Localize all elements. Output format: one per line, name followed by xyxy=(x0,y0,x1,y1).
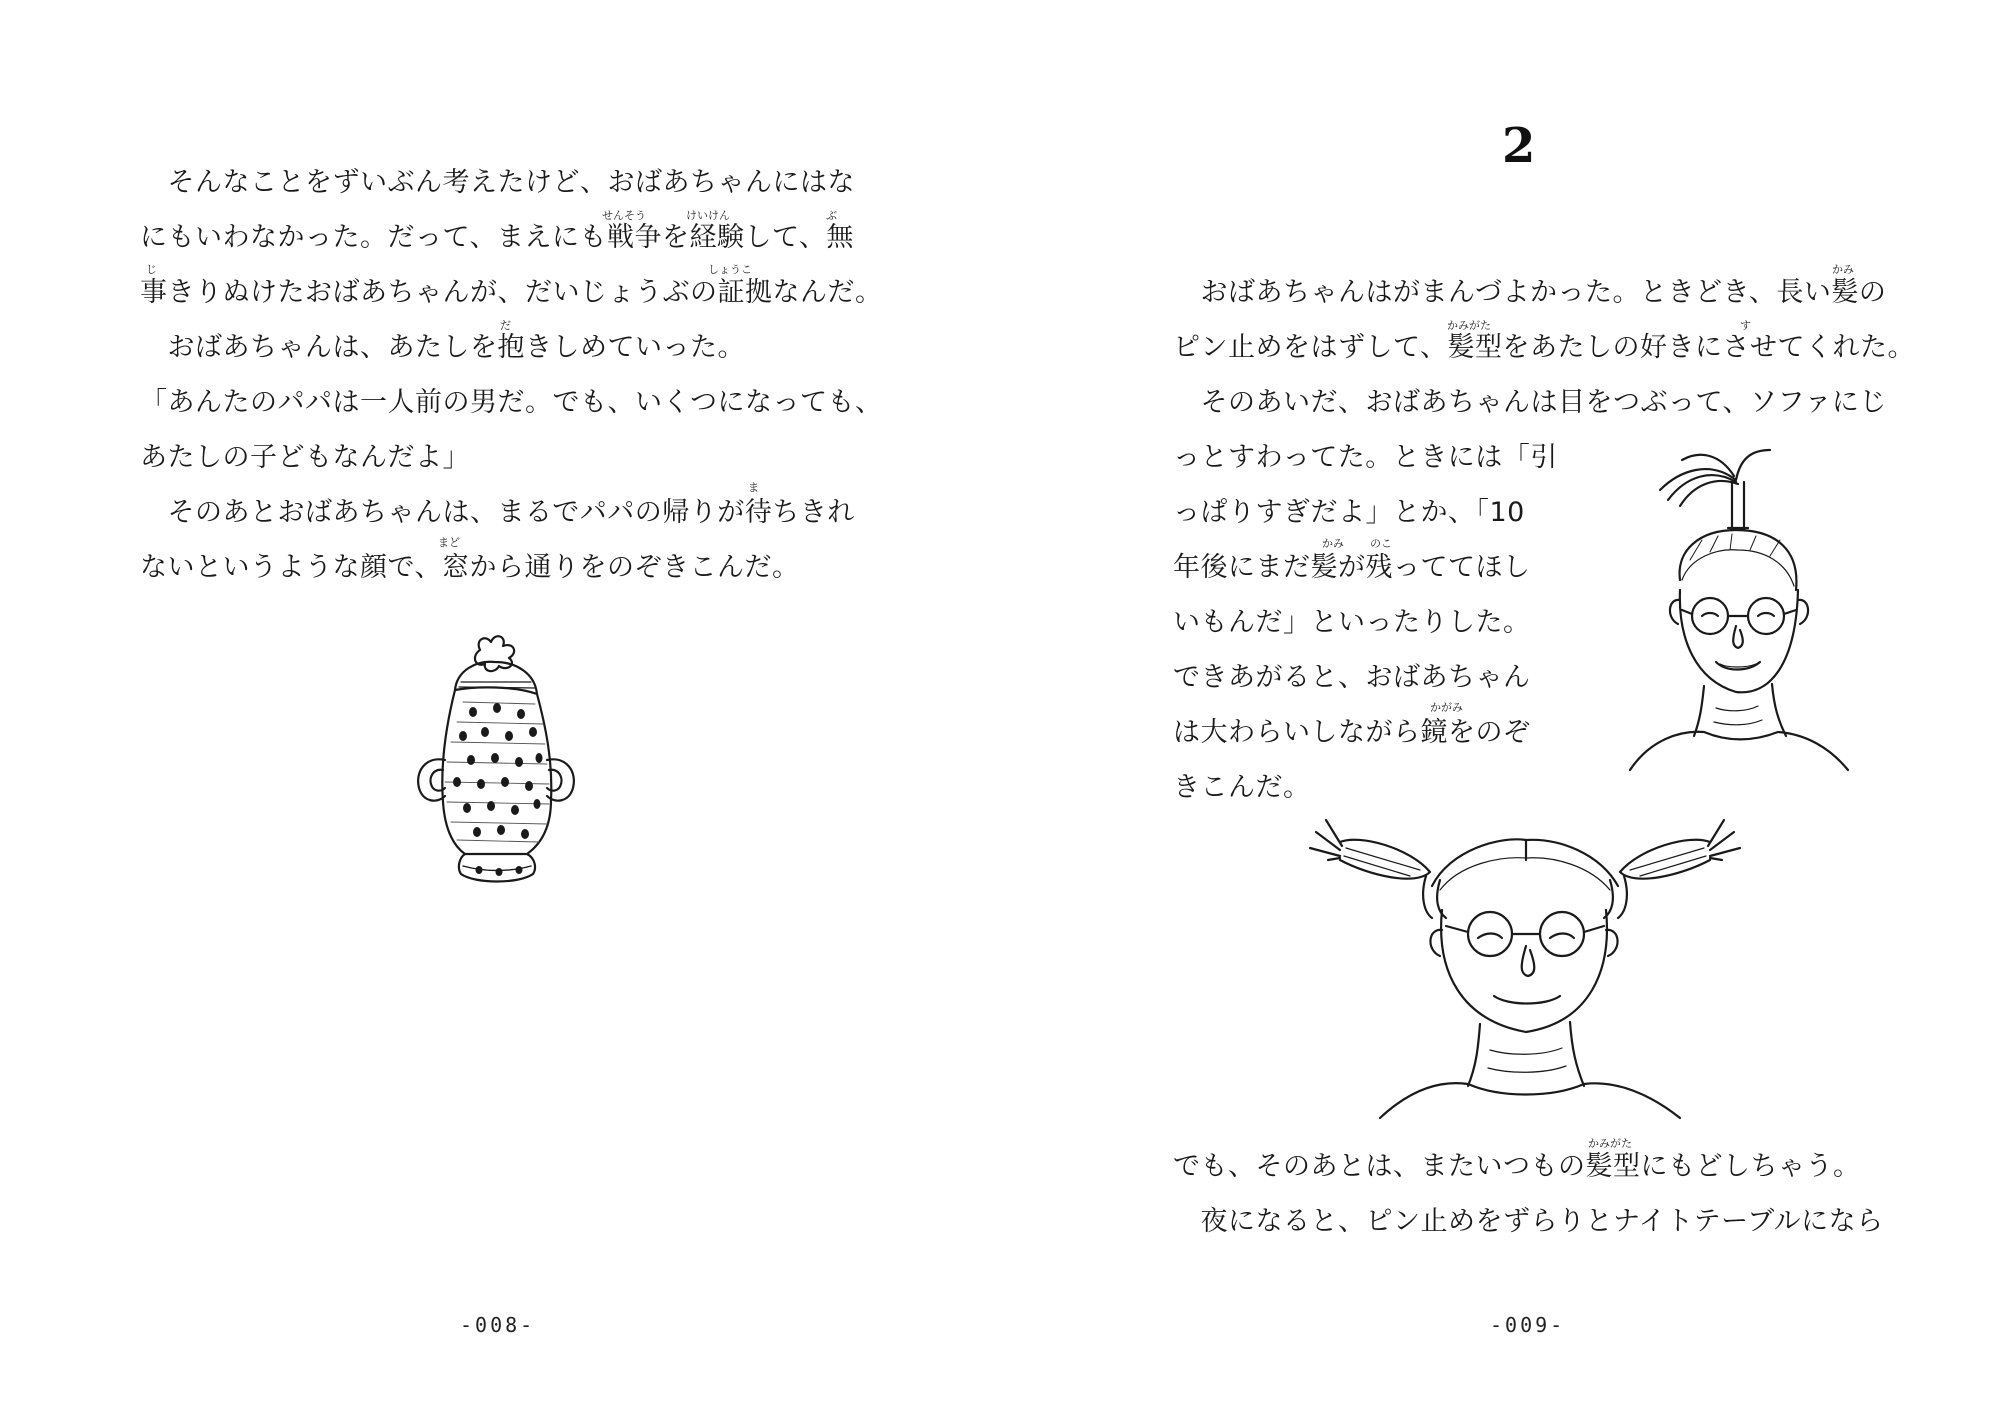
ruby-sensou: せんそう xyxy=(602,209,646,222)
vase-illustration xyxy=(385,632,605,892)
text-line: あたしの子どもなんだよ」 xyxy=(140,442,470,473)
ruby-kami: かみ xyxy=(1322,537,1344,550)
ruby-noko: のこ xyxy=(1370,537,1392,550)
text-line: 夜になると、ピン止めをずらりとナイトテーブルになら xyxy=(1173,1206,1884,1237)
grandma-topknot-illustration xyxy=(1620,440,1850,780)
text-line: ないというような顔で、窓から通りをのぞきこんだ。 xyxy=(140,552,800,583)
ruby-mado: まど xyxy=(438,536,460,549)
ruby-kami: かみ xyxy=(1832,263,1854,276)
text-line: 事きりぬけたおばあちゃんが、だいじょうぶの証拠なんだ。 xyxy=(140,277,883,308)
text-line: 「あんたのパパは一人前の男だ。でも、いくつになっても、 xyxy=(140,387,883,418)
chapter-number: 2 xyxy=(1502,118,1536,174)
page-number: -008- xyxy=(460,1313,536,1337)
text-line: ピン止めをはずして、髪型をあたしの好きにさせてくれた。 xyxy=(1173,332,1915,363)
ruby-kagami: かがみ xyxy=(1430,701,1463,714)
page-number: -009- xyxy=(1490,1313,1566,1337)
text-line: っとすわってた。ときには「引 xyxy=(1173,442,1558,473)
text-line: おばあちゃんはがまんづよかった。ときどき、長い髪の xyxy=(1173,277,1887,308)
ruby-kamigata: かみがた xyxy=(1588,1137,1632,1150)
text-line: きこんだ。 xyxy=(1173,772,1311,803)
ruby-shouko: しょうこ xyxy=(708,263,752,276)
text-line: は大わらいしながら鏡をのぞ xyxy=(1173,717,1531,748)
ruby-keiken: けいけん xyxy=(686,209,730,222)
ruby-ji: じ xyxy=(146,263,157,276)
text-line: でも、そのあとは、またいつもの髪型にもどしちゃう。 xyxy=(1173,1151,1861,1182)
text-line: そんなことをずいぶん考えたけど、おばあちゃんにはな xyxy=(140,167,855,198)
grandma-pigtails-illustration xyxy=(1300,800,1750,1120)
right-page xyxy=(1000,0,2000,1420)
text-line: おばあちゃんは、あたしを抱きしめていった。 xyxy=(140,332,745,363)
ruby-ma: ま xyxy=(748,481,759,494)
ruby-bu: ぶ xyxy=(826,209,837,222)
text-line: 年後にまだ髪が残っててほし xyxy=(1173,552,1531,583)
text-line: そのあとおばあちゃんは、まるでパパの帰りが待ちきれ xyxy=(140,497,855,528)
ruby-su: す xyxy=(1740,319,1751,332)
text-line: っぱりすぎだよ」とか、「10 xyxy=(1173,497,1525,528)
ruby-kamigata: かみがた xyxy=(1447,319,1491,332)
text-line: にもいわなかった。だって、まえにも戦争を経験して、無 xyxy=(140,222,854,253)
ruby-da: だ xyxy=(500,319,511,332)
text-line: そのあいだ、おばあちゃんは目をつぶって、ソファにじ xyxy=(1173,387,1887,418)
text-line: いもんだ」といったりした。 xyxy=(1173,607,1531,638)
text-line: できあがると、おばあちゃん xyxy=(1173,662,1531,693)
